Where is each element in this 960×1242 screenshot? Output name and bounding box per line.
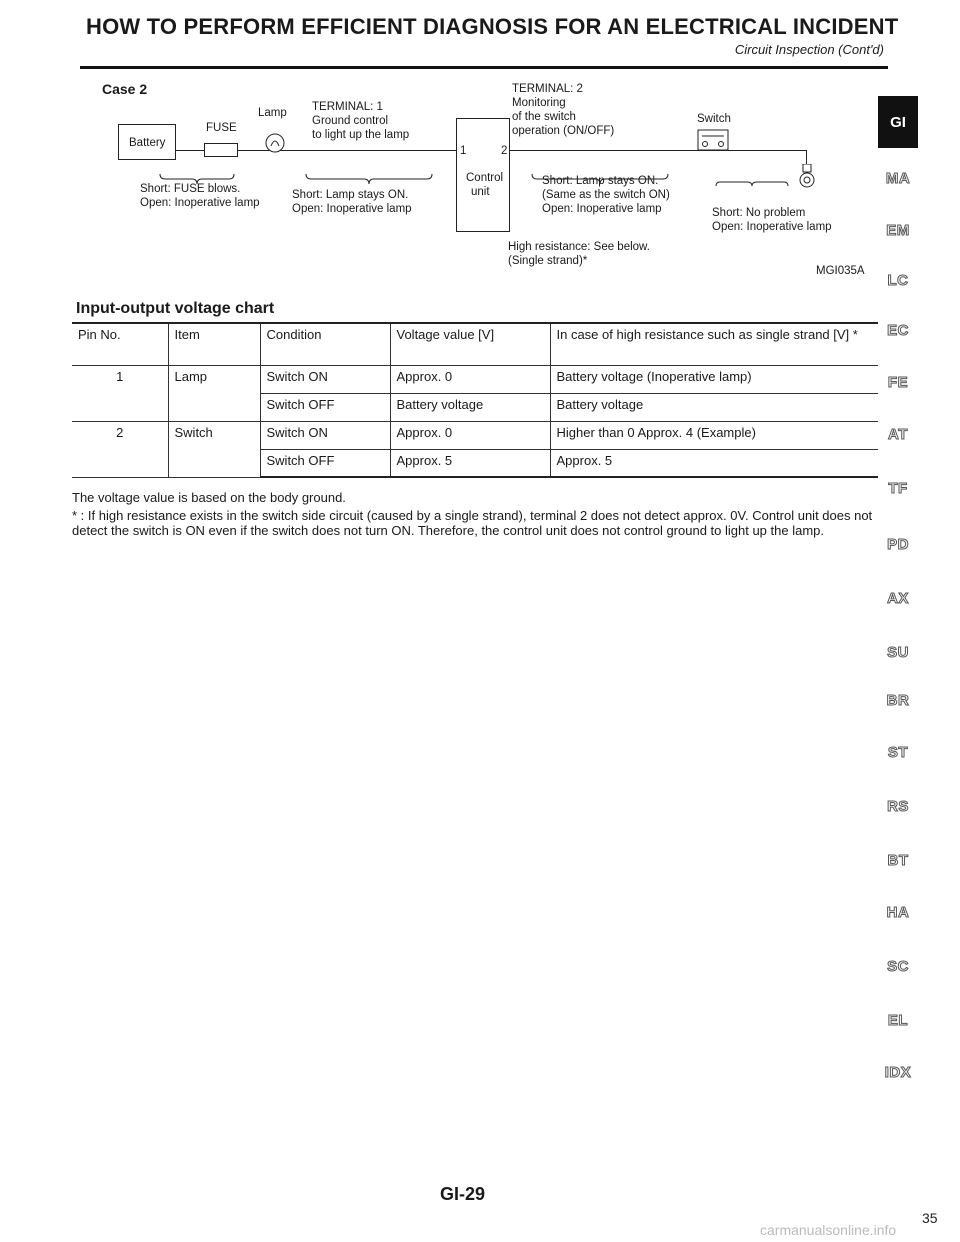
switch-icon (696, 128, 732, 154)
side-tab-st[interactable]: ST (887, 744, 909, 761)
fuse-note-short: Short: FUSE blows. (140, 183, 241, 195)
cell-voltage: Approx. 0 (390, 365, 550, 393)
cell-pin: 1 (72, 365, 168, 421)
side-tab-ax[interactable]: AX (887, 590, 909, 607)
cell-high-resistance: Higher than 0 Approx. 4 (Example) (550, 421, 878, 449)
side-tab-ma[interactable]: MA (885, 170, 911, 187)
table-row (72, 421, 878, 449)
cell-voltage: Approx. 5 (390, 449, 550, 477)
header-voltage: Voltage value [V] (390, 323, 550, 365)
lamp-note-open: Open: Inoperative lamp (292, 203, 412, 215)
terminal2-desc-2: of the switch (512, 111, 576, 123)
side-tab-at[interactable]: AT (888, 426, 908, 443)
table-row (72, 365, 878, 393)
cell-condition: Switch ON (260, 365, 390, 393)
ground-note-short: Short: No problem (712, 207, 806, 219)
fuse-label: FUSE (206, 122, 237, 134)
switch-wire-note-open: Open: Inoperative lamp (542, 203, 662, 215)
cell-high-resistance: Approx. 5 (550, 449, 878, 477)
corner-number: 35 (922, 1210, 938, 1226)
side-tab-bt[interactable]: BT (887, 852, 909, 869)
note-body-ground: The voltage value is based on the body ground. (72, 490, 346, 505)
terminal2-desc-3: operation (ON/OFF) (512, 125, 615, 137)
notes (72, 490, 880, 538)
side-tab-el[interactable]: EL (887, 1012, 909, 1029)
fuse-symbol (204, 143, 238, 157)
side-tab-em[interactable]: EM (886, 222, 910, 239)
watermark: carmanualsonline.info (760, 1222, 897, 1238)
pin1-label: 1 (460, 145, 467, 157)
side-tab-rs[interactable]: RS (887, 798, 909, 815)
side-tab-gi[interactable]: GI (878, 96, 918, 148)
single-strand-note: (Single strand)* (508, 255, 588, 267)
side-tab-tf[interactable]: TF (888, 480, 908, 497)
note-high-resistance: * : If high resistance exists in the switch side circuit (caused by a single strand), terminal 2 does not detect approx. 0V. Control unit does not detect the switch is ON even if the switch does not turn ON. Therefore, the control unit does not control ground to light up the lamp. (72, 508, 873, 538)
battery-label: Battery (129, 137, 166, 149)
header-item: Item (168, 323, 260, 365)
voltage-table (72, 322, 878, 478)
side-tab-fe[interactable]: FE (887, 374, 909, 391)
chart-title: Input-output voltage chart (76, 300, 275, 317)
terminal2-title: TERMINAL: 2 (512, 83, 583, 95)
page-subtitle: Circuit Inspection (Cont'd) (734, 42, 884, 57)
header-pin: Pin No. (72, 323, 168, 365)
ground-note-open: Open: Inoperative lamp (712, 221, 832, 233)
case-label: Case 2 (102, 81, 148, 97)
switch-wire-note-short: Short: Lamp stays ON. (542, 175, 659, 187)
side-tab-br[interactable]: BR (886, 692, 910, 709)
side-tab-su[interactable]: SU (887, 644, 909, 661)
side-tab-pd[interactable]: PD (887, 536, 909, 553)
switch-wire (510, 150, 806, 151)
pin2-label: 2 (501, 145, 508, 157)
cell-condition: Switch OFF (260, 449, 390, 477)
cell-high-resistance: Battery voltage (Inoperative lamp) (550, 365, 878, 393)
lamp-note-short: Short: Lamp stays ON. (292, 189, 409, 201)
header-rule (80, 66, 888, 69)
page-number: GI-29 (440, 1184, 486, 1204)
terminal1-desc: Ground control (312, 115, 389, 127)
header-high-resistance: In case of high resistance such as single strand [V] * (550, 323, 878, 365)
lamp-icon (264, 132, 286, 154)
terminal1-title: TERMINAL: 1 (312, 101, 383, 113)
side-tab-idx[interactable]: IDX (884, 1064, 912, 1081)
side-tab-lc[interactable]: LC (887, 272, 909, 289)
cell-voltage: Approx. 0 (390, 421, 550, 449)
cell-item: Lamp (168, 365, 260, 421)
side-tab-ha[interactable]: HA (886, 904, 910, 921)
cell-condition: Switch ON (260, 421, 390, 449)
header-condition: Condition (260, 323, 390, 365)
circuit-diagram (80, 76, 890, 296)
fuse-note-open: Open: Inoperative lamp (140, 197, 260, 209)
page-title: HOW TO PERFORM EFFICIENT DIAGNOSIS FOR AN ELECTRICAL INCIDENT (86, 14, 899, 39)
lamp-label: Lamp (258, 107, 287, 119)
cell-voltage: Battery voltage (390, 393, 550, 421)
terminal2-desc: Monitoring (512, 97, 566, 109)
switch-label: Switch (697, 113, 731, 125)
control-unit-label-2: unit (471, 186, 490, 198)
figure-id: MGI035A (816, 265, 865, 277)
side-tab-ec[interactable]: EC (887, 322, 909, 339)
cell-condition: Switch OFF (260, 393, 390, 421)
cell-high-resistance: Battery voltage (550, 393, 878, 421)
side-tab-sc[interactable]: SC (887, 958, 909, 975)
high-resistance-note: High resistance: See below. (508, 241, 650, 253)
table-header-row (72, 323, 878, 365)
terminal1-desc-2: to light up the lamp (312, 129, 410, 141)
switch-wire-note-same: (Same as the switch ON) (542, 189, 670, 201)
cell-item: Switch (168, 421, 260, 477)
cell-pin: 2 (72, 421, 168, 477)
control-unit-label: Control (466, 172, 504, 184)
